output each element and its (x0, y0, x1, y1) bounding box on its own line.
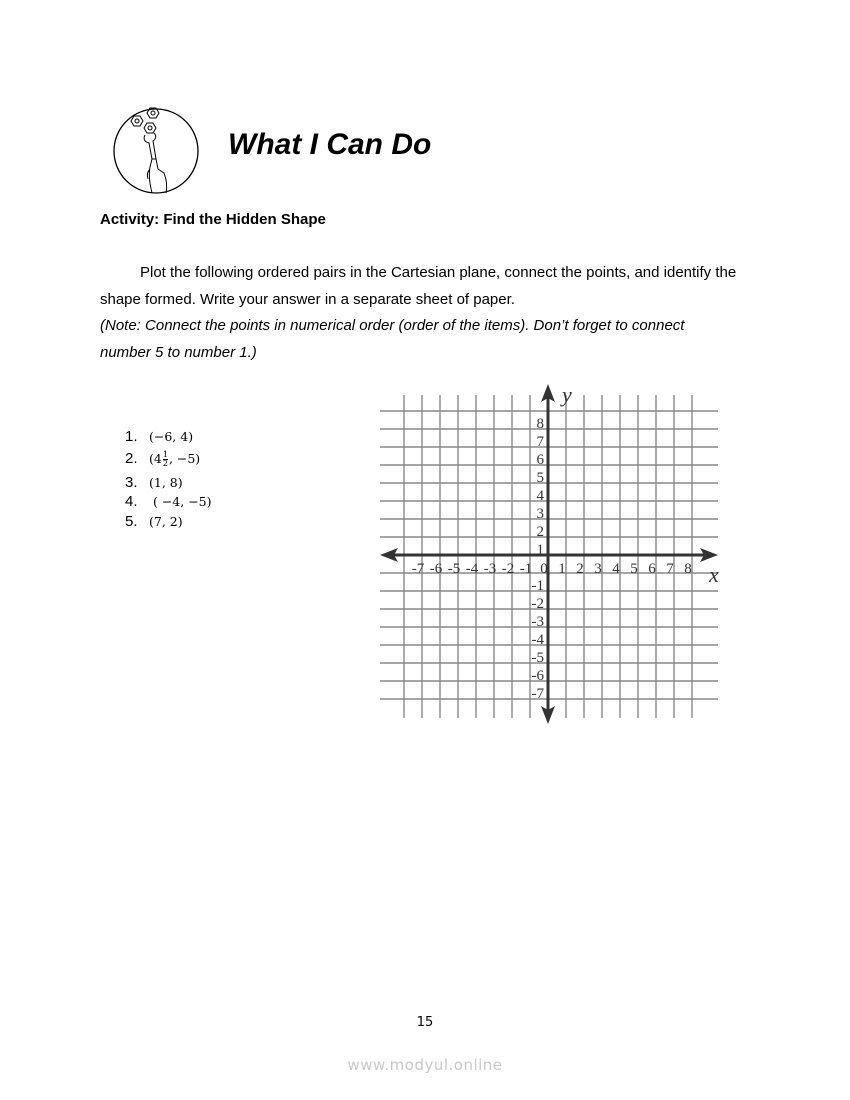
y-tick-label: -4 (531, 632, 544, 648)
x-tick-label: 8 (684, 561, 692, 577)
x-tick-label: -4 (465, 561, 479, 577)
y-tick-label: 6 (536, 452, 544, 468)
fraction-denominator: 2 (162, 459, 168, 468)
note-line-2: number 5 to number 1.) (100, 344, 257, 361)
x-tick-label: -3 (483, 561, 497, 577)
y-tick-label: 2 (536, 524, 544, 540)
x-tick-label: 6 (648, 561, 656, 577)
y-tick-label: -3 (531, 614, 544, 630)
y-axis-label: y (562, 382, 572, 407)
x-tick-label: -7 (411, 561, 425, 577)
watermark: www.modyul.online (347, 1056, 503, 1074)
note-line-1: (Note: Connect the points in numerical order (order of the items). Don’t forget to connect (100, 317, 685, 334)
instruction-line-2: shape formed. Write your answer in a separate sheet of paper. (100, 291, 515, 308)
x-tick-label: -5 (447, 561, 461, 577)
item-number: 3. (125, 474, 138, 491)
instruction-line-1: Plot the following ordered pairs in the Cartesian plane, connect the points, and identify the (140, 264, 737, 281)
activity-heading: Activity: Find the Hidden Shape (100, 211, 326, 228)
pair-suffix: , −5) (168, 451, 201, 466)
y-tick-label: 1 (536, 542, 544, 558)
y-tick-label: 3 (536, 506, 544, 522)
pair-prefix: (4 (149, 451, 162, 466)
x-tick-label: 5 (630, 561, 638, 577)
y-tick-label: -2 (531, 596, 544, 612)
ordered-pair: ( −4, −5) (149, 494, 212, 509)
x-axis-label: x (709, 562, 719, 587)
y-tick-label: 5 (536, 470, 544, 486)
x-tick-label: 0 (540, 561, 548, 577)
y-tick-label: -1 (531, 578, 544, 594)
y-tick-label: 4 (536, 488, 544, 504)
x-tick-label: -6 (429, 561, 443, 577)
ordered-pair: (−6, 4) (149, 429, 194, 444)
x-tick-label: -1 (519, 561, 533, 577)
page-title: What I Can Do (228, 128, 432, 161)
x-tick-label: 4 (612, 561, 620, 577)
x-tick-label: 2 (576, 561, 584, 577)
x-tick-label: -2 (501, 561, 515, 577)
y-tick-label: -6 (531, 668, 544, 684)
y-tick-label: 7 (536, 434, 544, 450)
y-tick-label: -7 (531, 686, 544, 702)
item-number: 2. (125, 450, 138, 467)
item-number: 4. (125, 493, 138, 510)
ordered-pair: (1, 8) (149, 475, 183, 490)
ordered-pair: (7, 2) (149, 514, 183, 529)
item-number: 5. (125, 513, 138, 530)
x-tick-label: 1 (558, 561, 566, 577)
y-tick-label: 8 (536, 416, 544, 432)
x-tick-label: 7 (666, 561, 674, 577)
item-number: 1. (125, 428, 138, 445)
y-tick-label: -5 (531, 650, 544, 666)
x-tick-label: 3 (594, 561, 602, 577)
fraction-numerator: 1 (162, 450, 168, 459)
page-number: 15 (416, 1015, 434, 1030)
